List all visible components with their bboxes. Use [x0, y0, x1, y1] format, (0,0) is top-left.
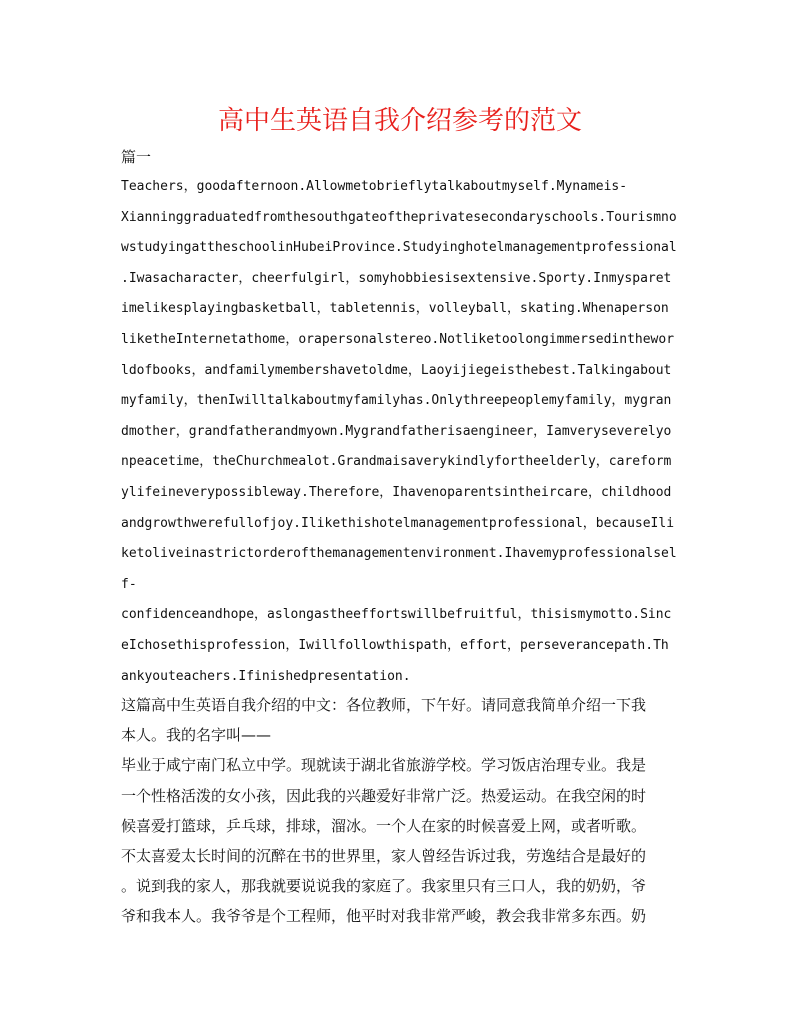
chinese-text-line: 毕业于咸宁南门私立中学。现就读于湖北省旅游学校。学习饭店治理专业。我是 — [121, 756, 647, 775]
chinese-text-line: 不太喜爱太长时间的沉醉在书的世界里，家人曾经告诉过我，劳逸结合是最好的 — [121, 847, 647, 865]
chinese-text-line: 这篇高中生英语自我介绍的中文：各位教师，下午好。请同意我简单介绍一下我 — [121, 696, 647, 714]
english-text-line: confidenceandhope，aslongastheeffortswillbefruitful，thisismymotto.Sinc — [121, 607, 672, 623]
english-text-line: imelikesplayingbasketball，tabletennis，volleyball，skating.Whenaperson — [121, 301, 669, 317]
chinese-text-line: 。说到我的家人，那我就要说说我的家庭了。我家里只有三口人，我的奶奶，爷 — [121, 877, 647, 896]
english-text-line: f- — [121, 576, 137, 592]
english-text-line: npeacetime，theChurchmealot.Grandmaisaverykindlyfortheelderly，careform — [121, 454, 672, 470]
english-text-line: andgrowthwerefullofjoy.Ilikethishotelmanagementprofessional，becauseIli — [121, 515, 675, 531]
chinese-text-line: 候喜爱打篮球，乒乓球，排球，溜冰。一个人在家的时候喜爱上网，或者听歌。 — [121, 816, 647, 835]
document-title: 高中生英语自我介绍参考的范文 — [217, 106, 582, 136]
english-text-line: liketheInternetathome，orapersonalstereo.Notliketoolongimmersedinthewor — [121, 332, 675, 347]
english-text-line: .Iwasacharacter，cheerfulgirl，somyhobbiesisextensive.Sporty.Inmysparet — [121, 270, 672, 286]
english-text-line: ankyouteachers.Ifinishedpresentation. — [121, 668, 411, 684]
english-text-line: eIchosethisprofession，Iwillfollowthispath，effort，perseverancepath.Th — [121, 638, 669, 653]
english-text-line: Xianninggraduatedfromthesouthgateoftheprivatesecondaryschools.Tourismno — [121, 209, 677, 225]
english-text-line: ylifeineverypossibleway.Therefore，Ihavenoparentsintheircare，childhood — [121, 485, 672, 500]
english-text-line: dmother，grandfatherandmyown.Mygrandfatherisaengineer，Iamveryseverelyo — [121, 423, 672, 439]
english-text-line: Teachers，goodafternoon.Allowmetobrieflytalkaboutmyself.Mynameis- — [121, 179, 628, 194]
chinese-text-line: 本人。我的名字叫—— — [121, 726, 272, 745]
english-text-line: ldofbooks，andfamilymembershavetoldme，Laoyijiegeisthebest.Talkingabout — [121, 362, 672, 378]
english-text-line: wstudyingattheschoolinHubeiProvince.Studyinghotelmanagementprofessional — [121, 240, 677, 256]
english-text-line: myfamily，thenIwilltalkaboutmyfamilyhas.Onlythreepeoplemyfamily，mygran — [121, 393, 672, 409]
chinese-text-line: 爷和我本人。我爷爷是个工程师，他平时对我非常严峻，教会我非常多东西。奶 — [121, 907, 647, 926]
chinese-text-line: 一个性格活泼的女小孩，因此我的兴趣爱好非常广泛。热爱运动。在我空闲的时 — [121, 786, 647, 805]
section-heading: 篇一 — [121, 148, 152, 166]
english-text-line: ketoliveinastrictorderofthemanagementenvironment.Ihavemyprofessionalsel — [121, 546, 677, 562]
